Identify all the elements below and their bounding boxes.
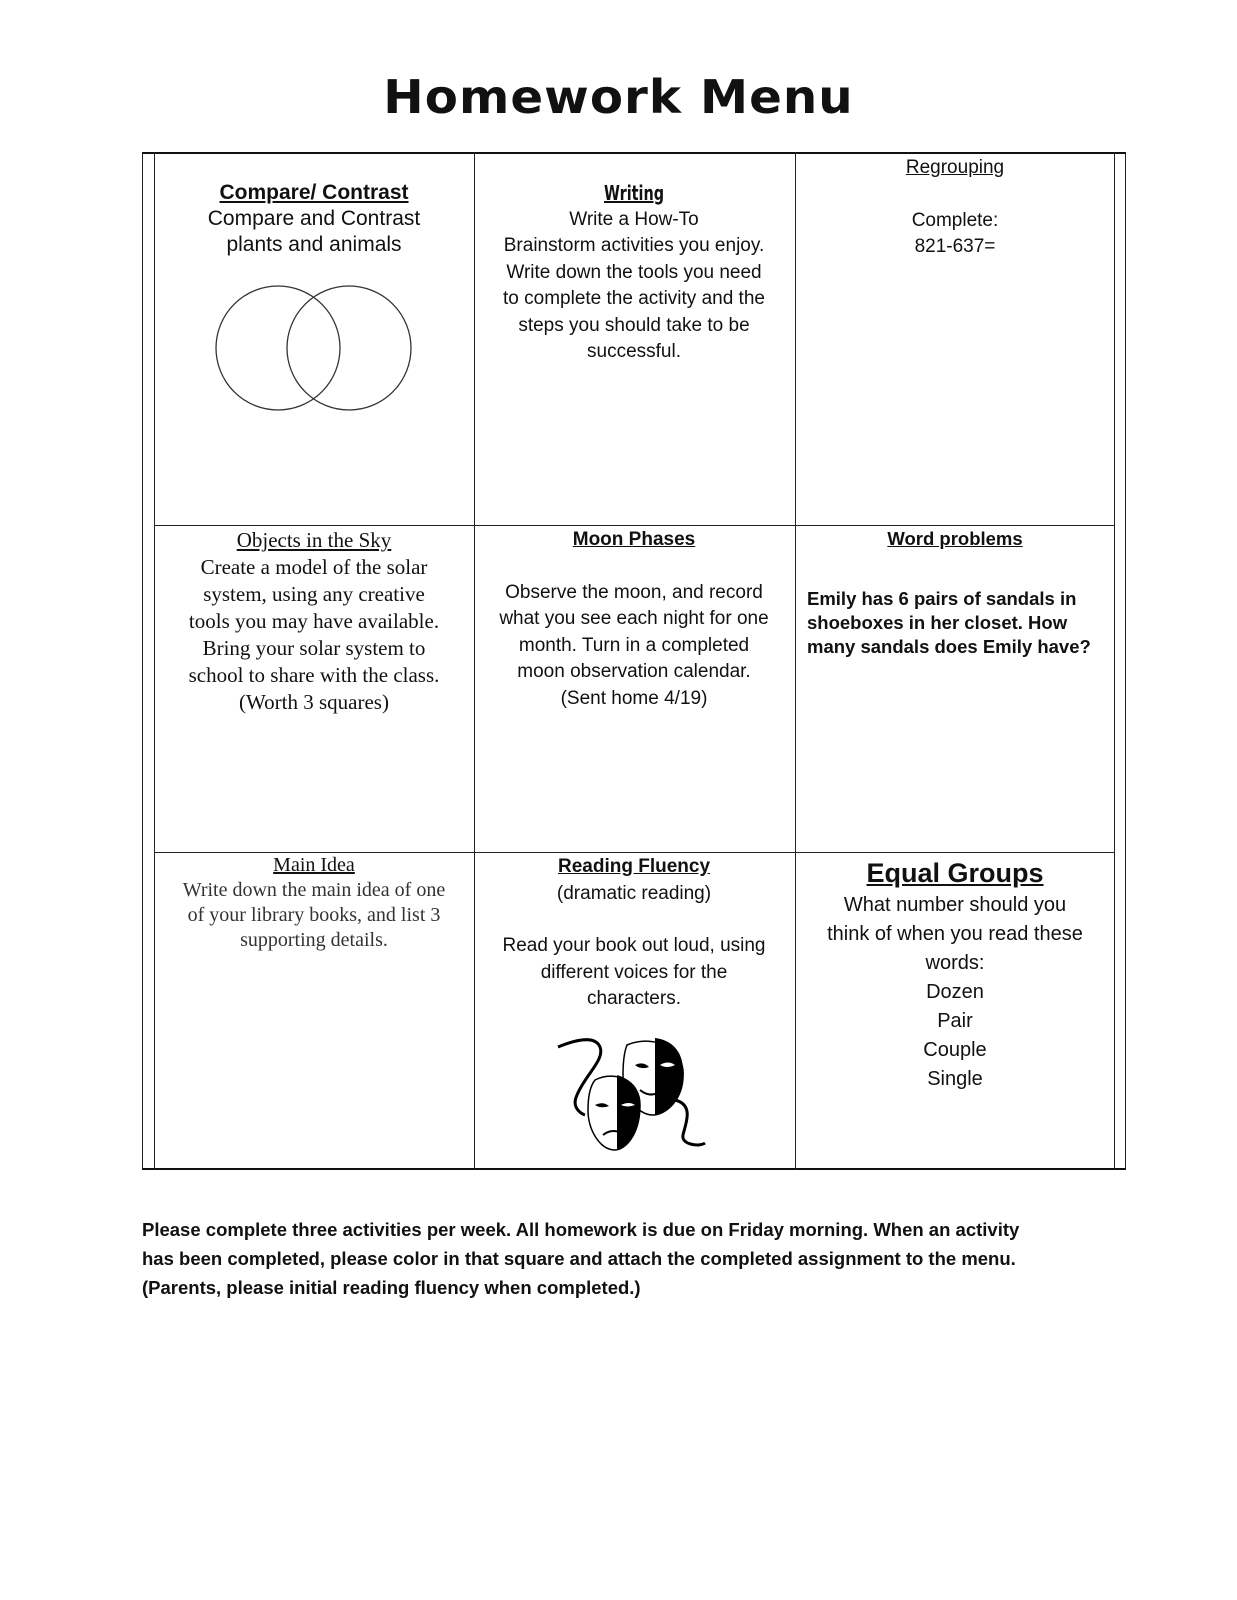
cell-text: What number should you [843, 894, 1067, 916]
cell-heading: Regrouping [905, 157, 1005, 178]
cell-text: (dramatic reading) [556, 882, 712, 904]
venn-diagram-icon [210, 282, 420, 416]
cell-text: school to share with the class. [188, 663, 440, 687]
cell-word-problems [795, 527, 1115, 659]
cell-heading: Equal Groups [866, 858, 1044, 888]
instructions [142, 1215, 1102, 1302]
cell-text: steps you should take to be [518, 314, 750, 336]
cell-text: Couple [923, 1039, 987, 1061]
cell-text: successful. [587, 341, 681, 362]
cell-text: Bring your solar system to [202, 636, 426, 660]
cell-heading: Moon Phases [572, 529, 696, 550]
cell-compare-contrast [154, 180, 474, 258]
cell-text: Pair [937, 1010, 973, 1032]
cell-text: Write down the tools you need [506, 261, 762, 283]
cell-heading: Reading Fluency [557, 856, 711, 877]
cell-text: Complete: [911, 209, 999, 231]
cell-text: supporting details. [240, 929, 388, 951]
cell-heading: Compare/ Contrast [219, 181, 409, 204]
cell-heading: Objects in the Sky [236, 528, 392, 552]
cell-text: Compare and Contrast [207, 207, 421, 230]
cell-heading: Writing [604, 181, 664, 205]
cell-text: Create a model of the solar [200, 555, 428, 579]
cell-heading: Word problems [887, 528, 1023, 549]
cell-moon-phases [474, 527, 794, 712]
cell-text: system, using any creative [203, 582, 425, 606]
cell-text: (Worth 3 squares) [239, 690, 389, 714]
cell-heading: Main Idea [273, 854, 355, 876]
cell-text: Emily has 6 pairs of sandals in [807, 588, 1077, 609]
cell-text: (Sent home 4/19) [560, 687, 708, 709]
cell-equal-groups [795, 855, 1115, 1094]
cell-text: 821-637= [914, 236, 996, 257]
cell-text: what you see each night for one [499, 608, 769, 629]
cell-objects-in-sky [154, 527, 474, 716]
cell-text: Read your book out loud, using [502, 935, 766, 956]
cell-text: plants and animals [226, 233, 402, 256]
cell-text: words: [925, 952, 985, 974]
cell-text: moon observation calendar. [517, 661, 751, 682]
theater-masks-icon [555, 1035, 715, 1155]
table-divider [154, 525, 1114, 526]
cell-text: Dozen [926, 981, 984, 1003]
instructions-line: Please complete three activities per week. All homework is due on Friday morning. When an activity [142, 1219, 1020, 1240]
cell-text: many sandals does Emily have? [807, 636, 1091, 657]
cell-text: Write a How-To [569, 208, 699, 230]
cell-text: to complete the activity and the [503, 288, 765, 309]
page-title: Homework Menu [383, 70, 854, 124]
cell-text: tools you may have available. [188, 609, 440, 633]
cell-text: characters. [587, 988, 681, 1009]
cell-text: Observe the moon, and record [505, 581, 763, 603]
cell-writing [474, 180, 794, 366]
cell-text: of your library books, and list 3 [187, 904, 441, 926]
cell-text: different voices for the [540, 961, 728, 983]
cell-text: think of when you read these [827, 923, 1083, 945]
cell-text [486, 907, 782, 933]
cell-text: shoeboxes in her closet. How [807, 612, 1068, 633]
cell-text: Single [927, 1068, 983, 1090]
cell-text: Brainstorm activities you enjoy. [503, 235, 765, 256]
cell-text: Write down the main idea of one [182, 879, 446, 901]
cell-regrouping [795, 155, 1115, 261]
cell-text: month. Turn in a completed [518, 634, 750, 656]
cell-reading-fluency [474, 854, 794, 1013]
cell-main-idea [154, 853, 474, 953]
instructions-line: (Parents, please initial reading fluency when completed.) [142, 1277, 641, 1298]
instructions-line: has been completed, please color in that square and attach the completed assignment to the menu. [142, 1248, 1016, 1269]
